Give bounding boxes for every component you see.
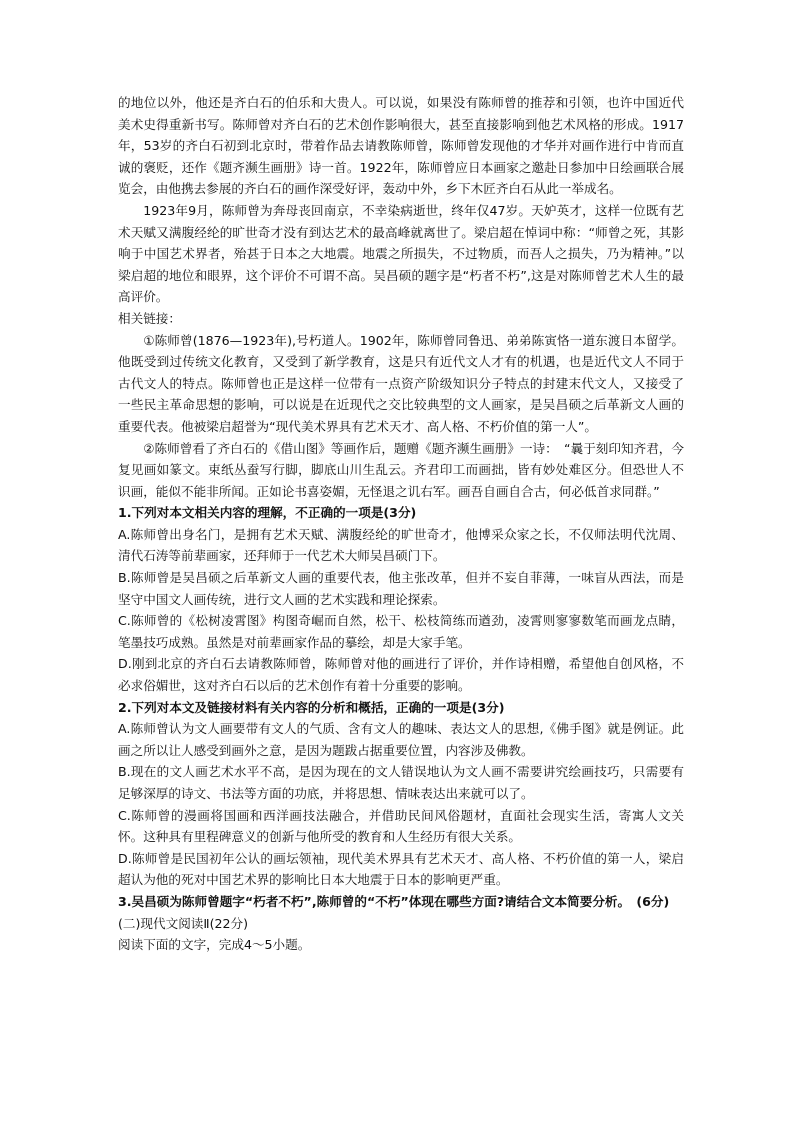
section-2-title: (二)现代文阅读Ⅱ(22分)	[118, 915, 249, 931]
related-link-note-1: ①陈师曾(1876—1923年),号朽道人。1902年，陈师曾同鲁迅、弟弟陈寅恪一道东渡日本留学。他既受到过传统文化教育，又受到了新学教育，这是只有近代文人才有的机遇，也是近代文人不同于古代文人的特点。陈师曾也正是这样一位带有一点资产阶级知识分子特点的封建末代文人，又接受了一些民主革命思想的影响，可以说是在近现代之交比较典型的文人画家，是吴昌硕之后革新文人画的重要代表。他被梁启超誉为“现代美术界具有艺术天才、高人格、不朽价值的第一人”。	[118, 332, 684, 434]
question-1-option-b: B.陈师曾是吴昌硕之后革新文人画的重要代表，他主张改革，但并不妄自菲薄，一味盲从西法，而是坚守中国文人画传统，进行文人画的艺术实践和理论探索。	[118, 570, 684, 607]
question-3-stem: 3.吴昌硕为陈师曾题字“朽者不朽”,陈师曾的“不朽”体现在哪些方面?请结合文本简要分析。 (6分)	[118, 893, 670, 909]
question-1-option-c: C.陈师曾的《松树凌霄图》构图奇崛而自然，松干、松枝简练而遒劲，凌霄则寥寥数笔而画龙点睛，笔墨技巧成熟。虽然是对前辈画家作品的摹绘，却是大家手笔。	[118, 613, 684, 650]
question-1-stem: 1.下列对本文相关内容的理解，不正确的一项是(3分)	[118, 505, 417, 521]
related-link-note-2: ②陈师曾看了齐白石的《借山图》等画作后，题赠《题齐濒生画册》一诗： “曩于刻印知齐君，今复见画如篆文。束纸丛蚕写行脚，脚底山川生乱云。齐君印工而画拙，皆有妙处难区分。但恐世人不识画，能似不能非所闻。正如论书喜姿媚，无怪退之讥右军。画吾自画自合古，何必低首求同群。”	[118, 440, 684, 499]
question-1-option-d: D.刚到北京的齐白石去请教陈师曾，陈师曾对他的画进行了评价，并作诗相赠，希望他自创风格，不必求俗媚世，这对齐白石以后的艺术创作有着十分重要的影响。	[118, 656, 684, 694]
question-2-option-c: C.陈师曾的漫画将国画和西洋画技法融合，并借助民间风俗题材，直面社会现实生活，寄寓人文关怀。这种具有里程碑意义的创新与他所受的教育和人生经历有很大关系。	[118, 807, 684, 845]
question-2-option-a: A.陈师曾认为文人画要带有文人的气质、含有文人的趣味、表达文人的思想,《佛手图》就是例证。此画之所以让人感受到画外之意，是因为题跋占据重要位置，内容涉及佛教。	[118, 721, 684, 758]
article-paragraph-2: 1923年9月，陈师曾为奔母丧回南京，不幸染病逝世，终年仅47岁。天妒英才，这样一位既有艺术天赋又满腹经纶的旷世奇才没有到达艺术的最高峰就离世了。梁启超在悼词中称：“师曾之死，其影响于中国艺术界者，殆甚于日本之大地震。地震之所损失，不过物质，而吾人之损失，乃为精神。”以梁启超的地位和眼界，这个评价不可谓不高。吴昌硕的题字是“朽者不朽”,这是对陈师曾艺术人生的最高评价。	[118, 202, 684, 305]
article-paragraph-1: 的地位以外，他还是齐白石的伯乐和大贵人。可以说，如果没有陈师曾的推荐和引领，也许中国近代美术史得重新书写。陈师曾对齐白石的艺术创作影响很大，甚至直接影响到他艺术风格的形成。1917年，53岁的齐白石初到北京时，带着作品去请教陈师曾，陈师曾发现他的才华并对画作进行中肯而直诚的褒贬，还作《题齐濒生画册》诗一首。1922年，陈师曾应日本画家之邀赴日参加中日绘画联合展览会，由他携去参展的齐白石的画作深受好评，轰动中外，乡下木匠齐白石从此一举成名。	[118, 95, 684, 197]
document-page	[118, 92, 684, 956]
question-2-option-b: B.现在的文人画艺术水平不高，是因为现在的文人错误地认为文人画不需要讲究绘画技巧，只需要有足够深厚的诗文、书法等方面的功底，并将思想、情味表达出来就可以了。	[118, 764, 684, 801]
question-1-option-a: A.陈师曾出身名门，是拥有艺术天赋、满腹经纶的旷世奇才，他博采众家之长，不仅师法明代沈周、清代石涛等前辈画家，还拜师于一代艺术大师吴昌硕门下。	[118, 526, 684, 564]
question-2-stem: 2.下列对本文及链接材料有关内容的分析和概括，正确的一项是(3分)	[118, 699, 505, 715]
section-2-instruction: 阅读下面的文字，完成4～5小题。	[118, 937, 311, 953]
related-links-label: 相关链接：	[118, 310, 181, 326]
question-2-option-d: D.陈师曾是民国初年公认的画坛领袖，现代美术界具有艺术天才、高人格、不朽价值的第一人，梁启超认为他的死对中国艺术界的影响比日本大地震于日本的影响更严重。	[118, 850, 684, 888]
